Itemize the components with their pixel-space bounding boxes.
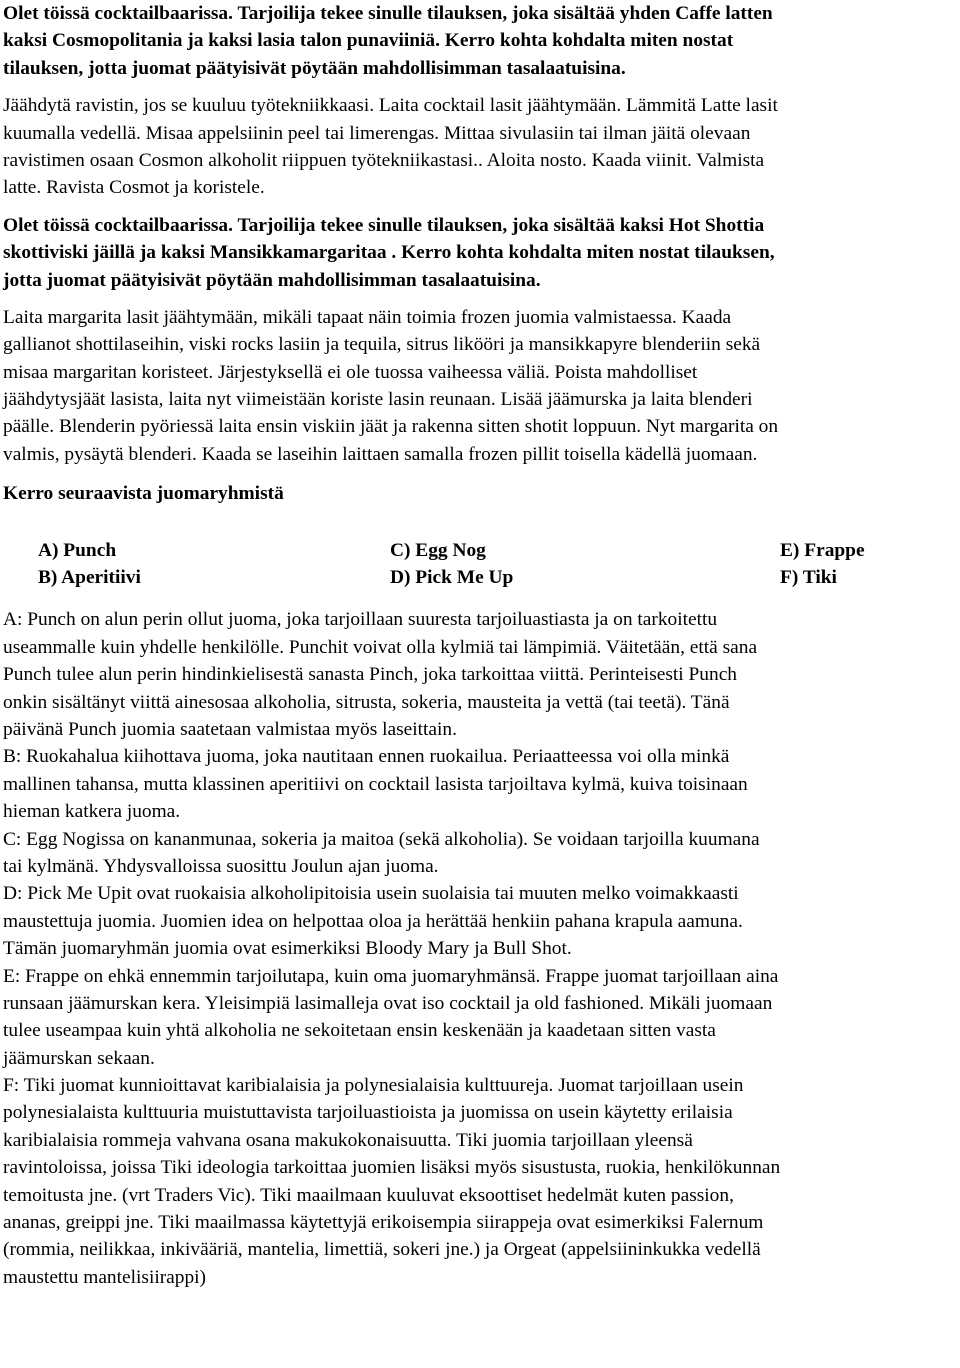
option-e: E) Frappe <box>780 539 865 561</box>
answer-line: ananas, greippi jne. Tiki maailmassa käytettyjä erikoisempia siirappeja ovat esimerkiksi Falernum <box>3 1212 764 1234</box>
answer-line: maustettu mantelisiirappi) <box>3 1266 207 1288</box>
answer-line: F: Tiki juomat kunnioittavat karibialaisia ja polynesialaisia kulttuureja. Juomat tarjoillaan usein <box>3 1075 744 1097</box>
option-a: A) Punch <box>38 539 117 561</box>
option-c: C) Egg Nog <box>390 539 486 561</box>
answer-line: Laita margarita lasit jäähtymään, mikäli tapaat näin toimia frozen juomia valmistaessa. Kaada <box>3 306 732 328</box>
option-b: B) Aperitiivi <box>38 567 141 589</box>
task3-heading: Kerro seuraavista juomaryhmistä <box>3 483 284 505</box>
question-line: kaksi Cosmopolitania ja kaksi lasia talon punaviiniä. Kerro kohta kohdalta miten nostat <box>3 30 734 52</box>
answer-line: mallinen tahansa, mutta klassinen aperitiivi on cocktail lasista tarjoiltava kylmä, kuiva toisinaan <box>3 773 748 795</box>
answer-line: tulee useampaa kuin yhtä alkoholia ne sekoitetaan ensin keskenään ja kaadetaan sitten vasta <box>3 1020 716 1042</box>
answer-line: maustettuja juomia. Juomien idea on helpottaa oloa ja herättää henkiin pahana krapula aamuna. <box>3 910 743 932</box>
answer-line: karibialaisia rommeja vahvana osana makukokonaisuutta. Tiki juomia tarjoillaan yleensä <box>3 1129 693 1151</box>
question-line: Olet töissä cocktailbaarissa. Tarjoilija tekee sinulle tilauksen, joka sisältää yhden Caffe latten <box>3 3 773 24</box>
answer-line: jäähdytysjäät lasista, laita nyt viimeistään koriste lasin reunaan. Lisää jäämurska ja laita blenderi <box>3 389 753 411</box>
question-line: tilauksen, jotta juomat päätyisivät pöytään mahdollisimman tasalaatuisina. <box>3 57 626 79</box>
answer-line: A: Punch on alun perin ollut juoma, joka tarjoillaan suuresta tarjoiluastiasta ja on tarkoitettu <box>3 609 718 631</box>
document-page <box>3 0 955 1291</box>
answer-line: B: Ruokahalua kiihottava juoma, joka nautitaan ennen ruokailua. Periaatteessa voi olla minkä <box>3 746 730 768</box>
answer-line: polynesialaista kulttuuria muistuttavista tarjoiluastioista ja juomissa on usein käytetty erilaisia <box>3 1102 733 1124</box>
answer-line: C: Egg Nogissa on kananmunaa, sokeria ja maitoa (sekä alkoholia). Se voidaan tarjoilla kuumana <box>3 828 760 850</box>
answer-line: E: Frappe on ehkä ennemmin tarjoilutapa, kuin oma juomaryhmänsä. Frappe juomat tarjoillaan aina <box>3 965 779 987</box>
options-column <box>390 537 780 592</box>
answer-line: valmis, pysäytä blenderi. Kaada se laseihin laittaen samalla frozen pillit toisella kädellä juomaan. <box>3 443 758 465</box>
answer-line: ravintoloissa, joissa Tiki ideologia tarkoittaa juomien lisäksi myös sisustusta, ruokia, henkilökunnan <box>3 1157 781 1179</box>
answer-line: onkin sisältänyt viittä ainesosaa alkoholia, sitrusta, sokeria, mausteita ja vettä (tai teetä). Tänä <box>3 691 730 713</box>
answer-line: D: Pick Me Upit ovat ruokaisia alkoholipitoisia usein suolaisia tai muuten melko voimakkaasti <box>3 883 739 905</box>
answer-line: päälle. Blenderin pyöriessä laita ensin viskiin jäät ja rakenna sitten shotit loppuun. Nyt margarita on <box>3 416 779 438</box>
question-line: jotta juomat päätyisivät pöytään mahdollisimman tasalaatuisina. <box>3 269 541 291</box>
task1-question <box>3 0 955 82</box>
task2-question <box>3 212 955 294</box>
answer-line: Punch tulee alun perin hindinkielisestä sanasta Pinch, joka tarkoittaa viittä. Perinteisesti Punch <box>3 664 737 686</box>
answer-line: tai kylmänä. Yhdysvalloissa suosittu Joulun ajan juoma. <box>3 855 439 877</box>
task1-answer <box>3 92 955 202</box>
task3-answer <box>3 606 955 1291</box>
answer-line: temoitusta jne. (vrt Traders Vic). Tiki maailmaan kuuluvat eksoottiset hedelmät kuten passion, <box>3 1184 734 1206</box>
answer-line: runsaan jäämurskan kera. Yleisimpiä lasimalleja ovat iso cocktail ja old fashioned. Mikäli juomaan <box>3 992 773 1014</box>
answer-line: (rommia, neilikkaa, inkivääriä, mantelia, limettiä, sokeri jne.) ja Orgeat (appelsiininkukka vedellä <box>3 1239 761 1261</box>
question-line: Olet töissä cocktailbaarissa. Tarjoilija tekee sinulle tilauksen, joka sisältää kaksi Hot Shottia <box>3 214 765 236</box>
options-column <box>38 537 390 592</box>
answer-line: latte. Ravista Cosmot ja koristele. <box>3 177 265 199</box>
question-line: skottiviski jäillä ja kaksi Mansikkamargaritaa . Kerro kohta kohdalta miten nostat tilauksen, <box>3 242 775 264</box>
option-f: F) Tiki <box>780 567 837 589</box>
answer-line: misaa margaritan koristeet. Järjestyksellä ei ole tuossa vaiheessa väliä. Poista mahdolliset <box>3 361 698 383</box>
option-d: D) Pick Me Up <box>390 567 514 589</box>
drink-group-options <box>38 537 955 592</box>
answer-line: Tämän juomaryhmän juomia ovat esimerkiksi Bloody Mary ja Bull Shot. <box>3 938 572 960</box>
answer-line: päivänä Punch juomia saatetaan valmistaa myös laseittain. <box>3 718 457 740</box>
answer-line: ravistimen osaan Cosmon alkoholit riippuen työtekniikastasi.. Aloita nosto. Kaada viinit. Valmista <box>3 149 765 171</box>
answer-line: jäämurskan sekaan. <box>3 1047 155 1069</box>
answer-line: hieman katkera juoma. <box>3 801 181 823</box>
answer-line: gallianot shottilaseihin, viski rocks lasiin ja tequila, sitrus likööri ja mansikkapyre blenderiin sekä <box>3 334 761 356</box>
task2-answer <box>3 304 955 468</box>
answer-line: useammalle kuin yhdelle henkilölle. Punchit voivat olla kylmiä tai lämpimiä. Väitetään, että sana <box>3 636 758 658</box>
answer-line: Jäähdytä ravistin, jos se kuuluu työtekniikkaasi. Laita cocktail lasit jäähtymään. Lämmitä Latte lasit <box>3 95 778 117</box>
options-column <box>780 537 930 592</box>
answer-line: kuumalla vedellä. Misaa appelsiinin peel tai limerengas. Mittaa sivulasiin tai ilman jäitä olevaan <box>3 122 751 144</box>
